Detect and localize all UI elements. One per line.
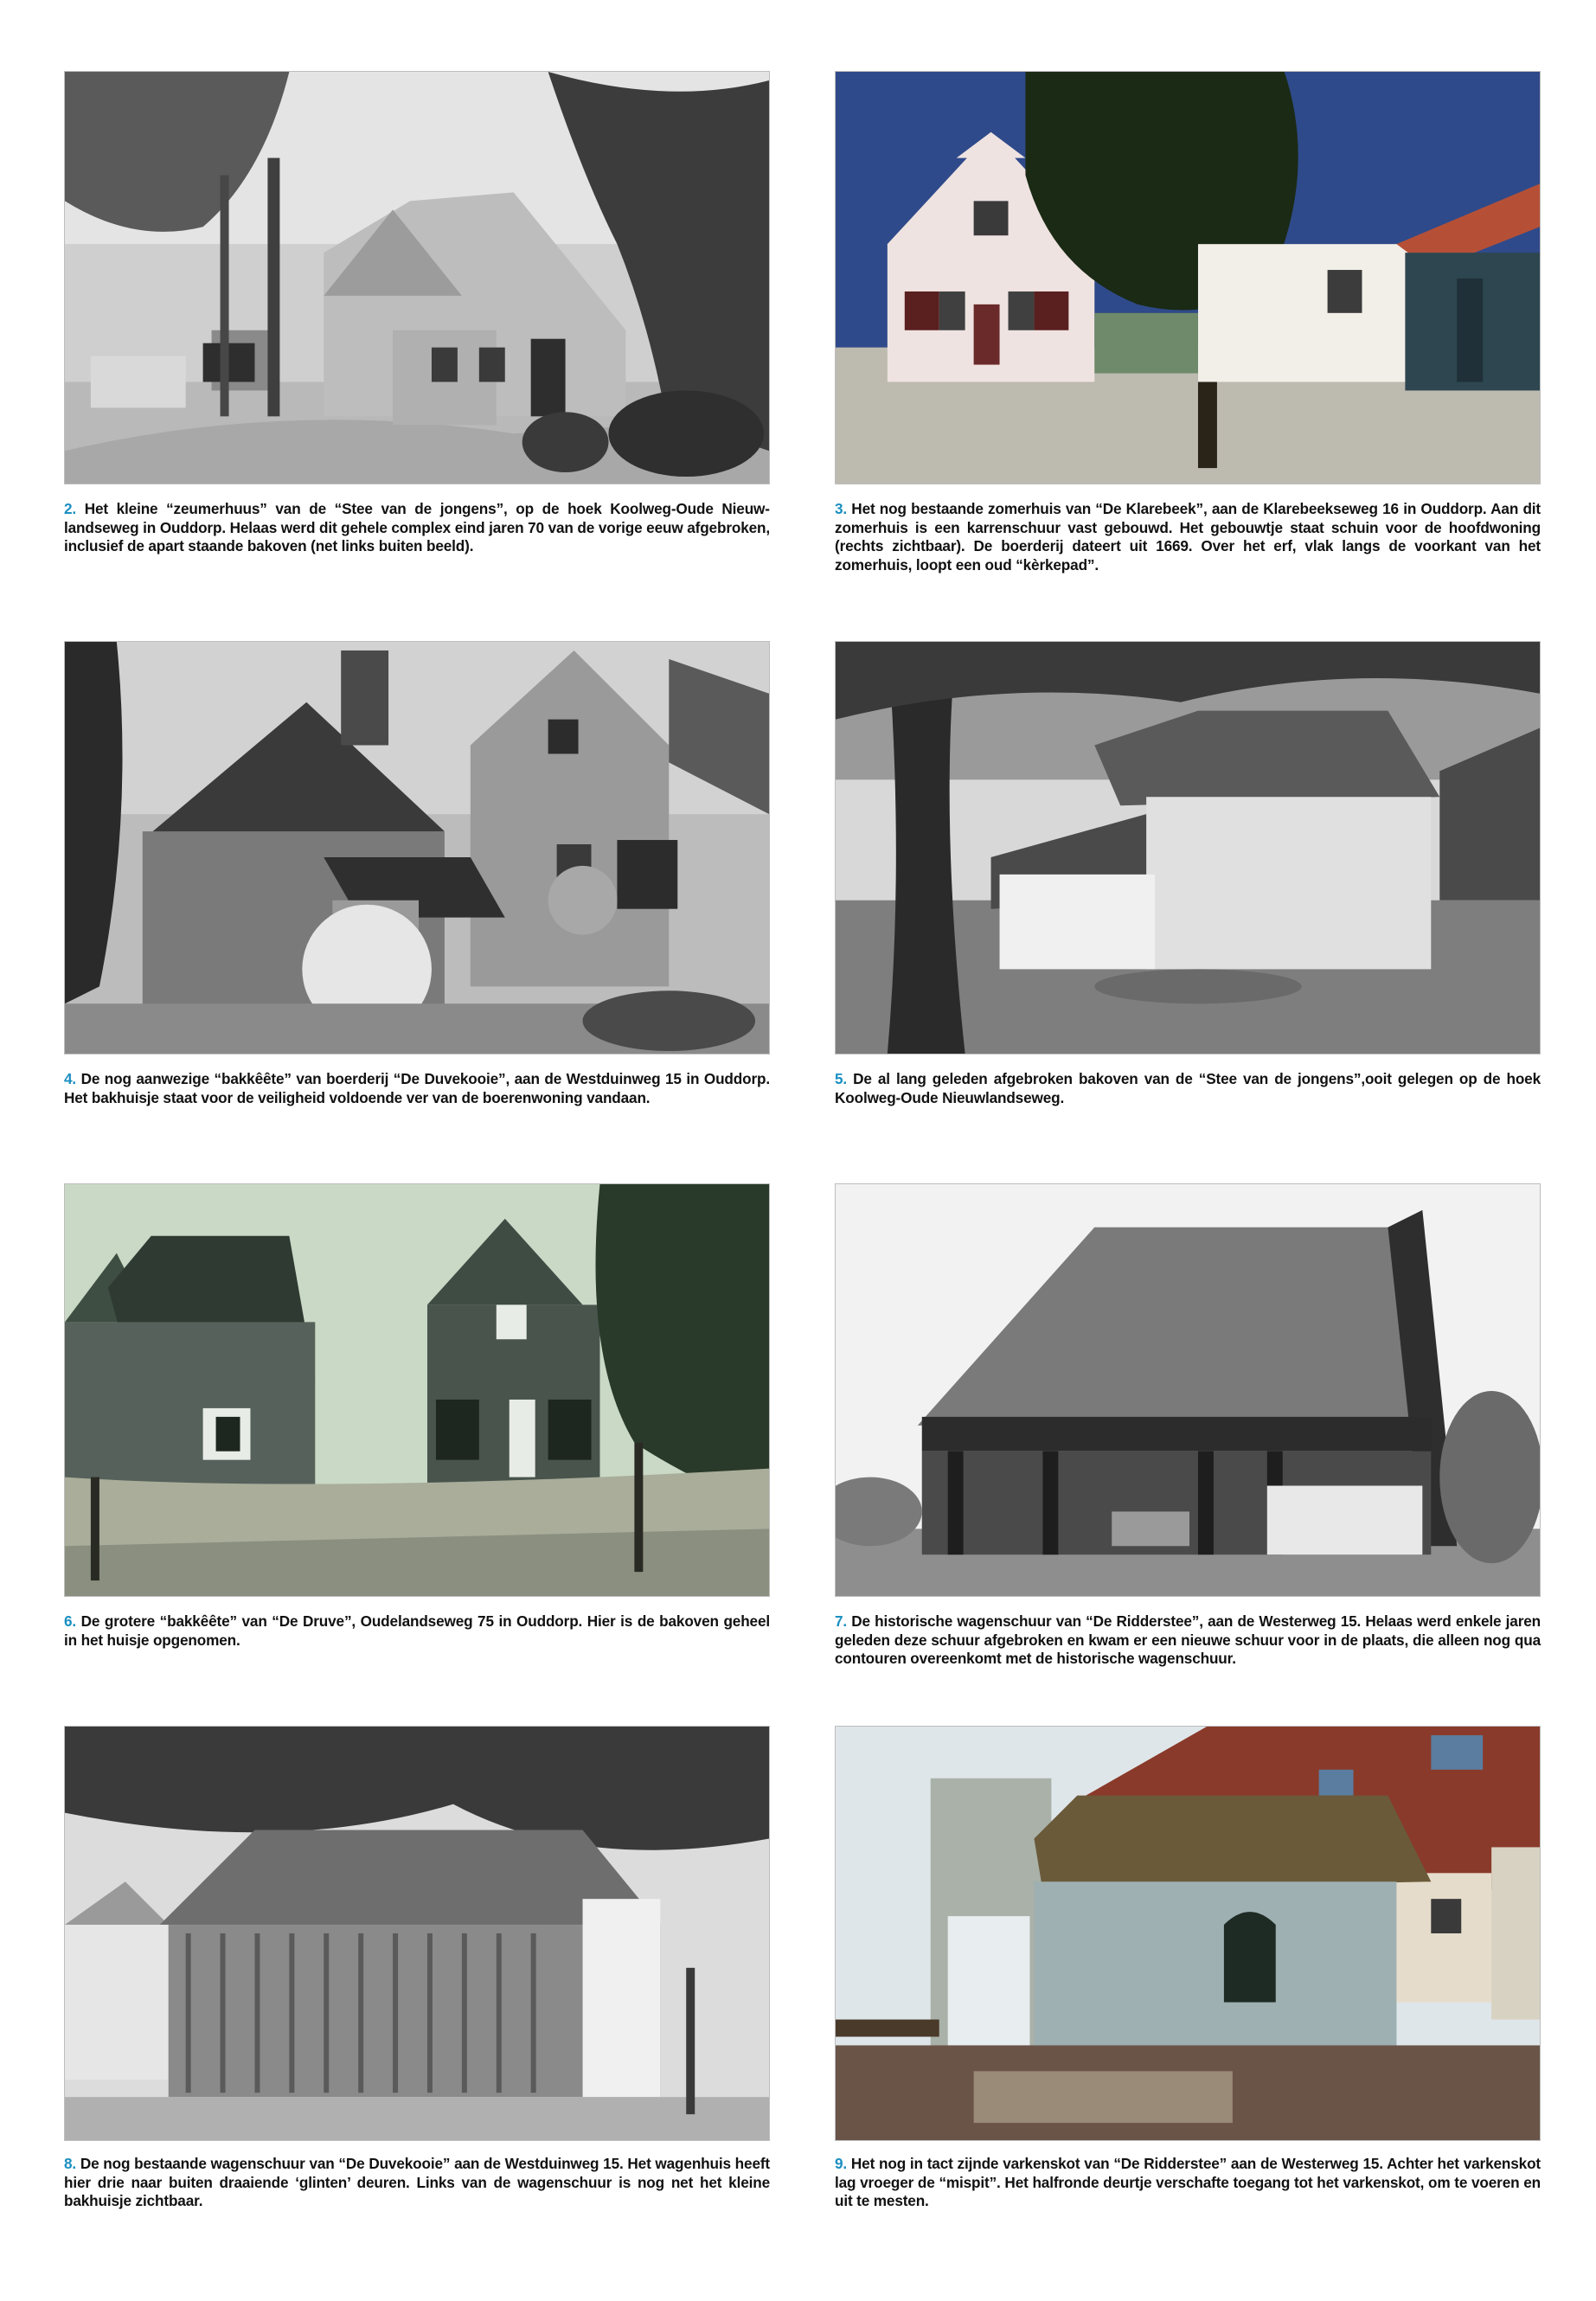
caption-figure-7 bbox=[835, 1612, 1541, 1669]
caption-figure-2 bbox=[64, 500, 770, 556]
photo-wagenschuur-duvekooie bbox=[64, 1726, 770, 2141]
caption-text: Het kleine “zeumerhuus” van de “Stee van de jongens”, op de hoek Koolweg-Oude Nieuwlandseweg in Ouddorp. Helaas werd dit gehele complex eind jaren 70 van de vorige eeuw afgebroken, inclusief de apart staande bakoven (net links buiten beeld). bbox=[64, 500, 770, 554]
caption-text: De historische wagenschuur van “De Ridderstee”, aan de Westerweg 15. Helaas werd enkele jaren geleden deze schuur afgebroken en kwam er een nieuwe schuur voor in de plaats, die alleen nog qua contouren overeenkomt met de historische wagenschuur. bbox=[835, 1612, 1541, 1667]
photo-bakkeete-druve bbox=[64, 1183, 770, 1597]
figure-number: 7. bbox=[835, 1612, 848, 1630]
figure-number: 5. bbox=[835, 1070, 848, 1087]
caption-figure-9 bbox=[835, 2155, 1541, 2211]
caption-text: Het nog bestaande zomerhuis van “De Klarebeek”, aan de Klarebeekseweg 16 in Ouddorp. Aan dit zomerhuis is een karrenschuur vast gebouwd. Het gebouwtje staat schuin voor de hoofdwoning (rechts zichtbaar). De boerderij dateert uit 1669. Over het erf, vlak langs de voorkant van het zomerhuis, loopt een oud “kèrkepad”. bbox=[835, 500, 1541, 574]
caption-figure-3 bbox=[835, 500, 1541, 574]
caption-text: De grotere “bakkêête” van “De Druve”, Oudelandseweg 75 in Ouddorp. Hier is de bakoven geheel in het huisje opgenomen. bbox=[64, 1612, 770, 1649]
figure-number: 8. bbox=[64, 2155, 77, 2172]
caption-text: De nog aanwezige “bakkêête” van boerderij “De Duvekooie”, aan de Westduinweg 15 in Ouddorp. Het bakhuisje staat voor de veiligheid voldoende ver van de boerenwoning vandaan. bbox=[64, 1070, 770, 1106]
photo-wagenschuur-ridderstee bbox=[835, 1183, 1541, 1597]
figure-number: 3. bbox=[835, 500, 848, 517]
caption-figure-4 bbox=[64, 1070, 770, 1107]
caption-text: De nog bestaande wagenschuur van “De Duvekooie” aan de Westduinweg 15. Het wagenhuis heeft hier drie naar buiten draaiende ‘glinten’ deuren. Links van de wagenschuur is nog net het kleine bakhuisje zichtbaar. bbox=[64, 2155, 770, 2209]
figure-number: 9. bbox=[835, 2155, 848, 2172]
photo-zomerhuis-klarebeek bbox=[835, 71, 1541, 484]
figure-number: 6. bbox=[64, 1612, 77, 1630]
caption-text: De al lang geleden afgebroken bakoven van de “Stee van de jongens”,ooit gelegen op de hoek Koolweg-Oude Nieuwlandseweg. bbox=[835, 1070, 1541, 1106]
figure-number: 4. bbox=[64, 1070, 77, 1087]
photo-varkenskot-ridderstee bbox=[835, 1726, 1541, 2141]
photo-bakkeete-duvekooie bbox=[64, 641, 770, 1054]
caption-figure-6 bbox=[64, 1612, 770, 1650]
caption-figure-8 bbox=[64, 2155, 770, 2211]
figure-number: 2. bbox=[64, 500, 77, 517]
photo-zeumerhuus bbox=[64, 71, 770, 484]
photo-bakoven-stee bbox=[835, 641, 1541, 1054]
caption-figure-5 bbox=[835, 1070, 1541, 1107]
caption-text: Het nog in tact zijnde varkenskot van “De Ridderstee” aan de Westerweg 15. Achter het varkenskot lag vroeger de “mispit”. Het halfronde deurtje verschafte toegang tot het varkenskot, om te voeren en uit te mesten. bbox=[835, 2155, 1541, 2209]
